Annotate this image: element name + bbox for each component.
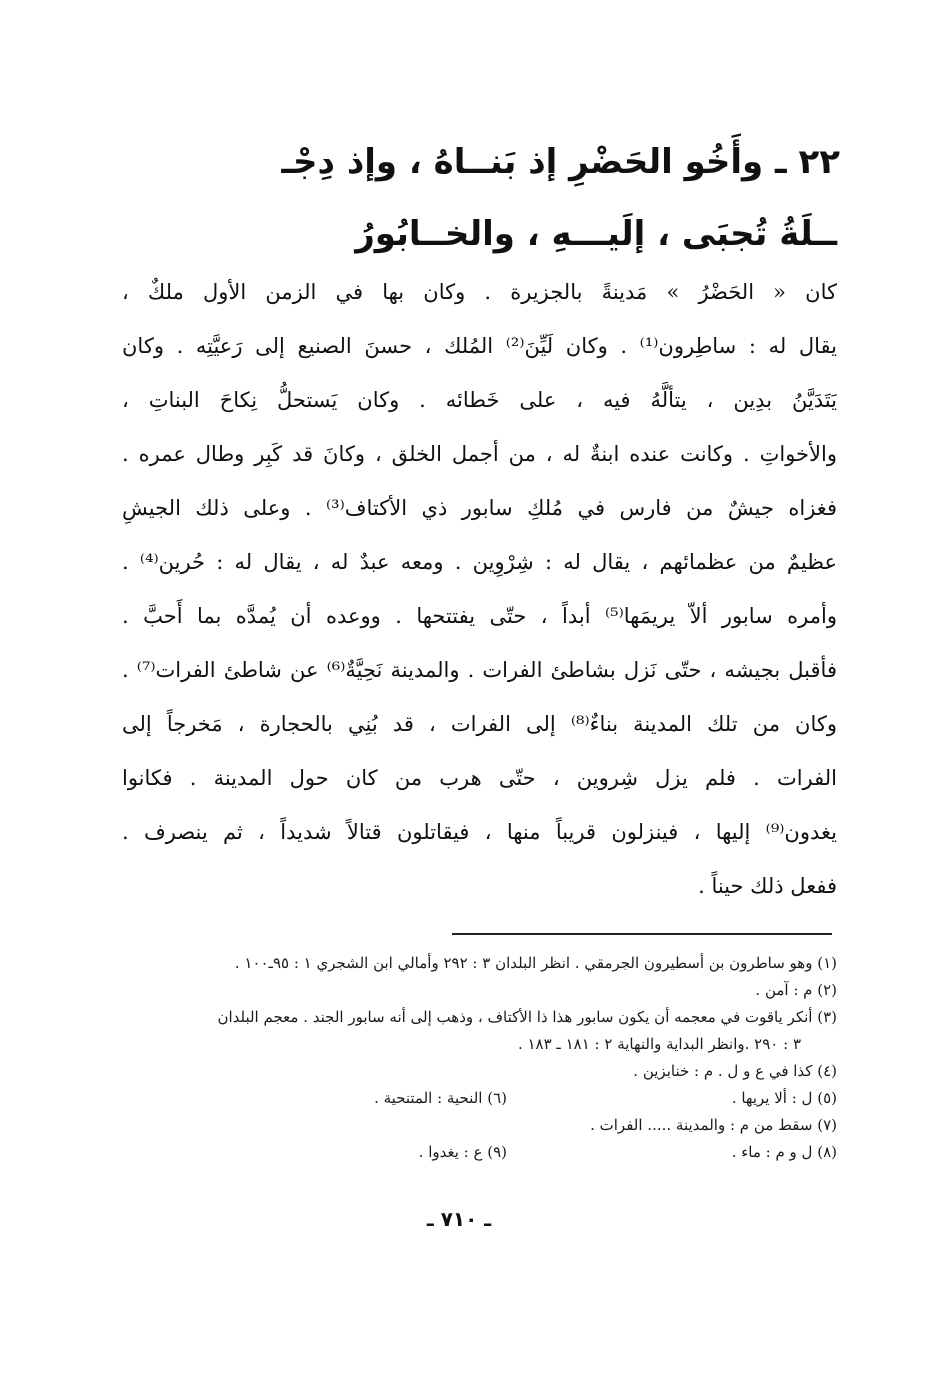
prose-line: ففعل ذلك حيناً . <box>698 874 837 898</box>
footnote-8: (٨) ل و م : ماء . <box>731 1143 837 1161</box>
verse-line-2: ــلَةُ تُجبَى ، إلَيـــهِ ، والخــابُورُ <box>355 214 837 254</box>
footnote-4: (٤) كذا في ع و ل . م : خنابزين . <box>633 1062 837 1080</box>
footnote-2: (٢) م : آمن . <box>755 981 837 999</box>
prose-line: يَتَدَيَّنُ بدِين ، يتألَّهُ فيه ، على خَطائه . وكان يَستحلُّ نِكاحَ البناتِ ، <box>122 388 837 412</box>
prose-line: وكان من تلك المدينة بناءٌ⁽⁸⁾ إلى الفرات ، قد بُنِي بالحجارة ، مَخرجاً إلى <box>122 712 837 736</box>
prose-line: كان « الحَضْرُ » مَدينةً بالجزيرة . وكان بها في الزمن الأول ملكٌ ، <box>122 280 837 304</box>
footnotes <box>117 950 837 1166</box>
footnote-9: (٩) ع : يغدوا . <box>418 1143 507 1161</box>
prose-text <box>122 265 837 913</box>
footnote-5: (٥) ل : ألا يريها . <box>731 1089 837 1107</box>
prose-line: والأخواتِ . وكانت عنده ابنةٌ له ، من أجمل الخلق ، وكانَ قد كَبِر وطال عمره . <box>122 442 837 466</box>
prose-line: وأمره سابور ألاّ يريمَها⁽⁵⁾ أبداً ، حتّى يفتتحها . ووعده أن يُمدَّه بما أَحبَّ . <box>122 604 837 628</box>
prose-line: الفرات . فلم يزل شِروين ، حتّى هرب من كان حول المدينة . فكانوا <box>122 766 837 790</box>
prose-line: فأقبل بجيشه ، حتّى نَزل بشاطئ الفرات . والمدينة نَحِيَّةٌ⁽⁶⁾ عن شاطئ الفرات⁽⁷⁾ . <box>122 658 837 682</box>
prose-line: عظيمٌ من عظمائهم ، يقال له : شِرْوِين . ومعه عبدٌ له ، يقال له : حُرين⁽⁴⁾ . <box>122 550 837 574</box>
footnote-3-continuation: ٣ : ٢٩٠ .وانظر البداية والنهاية ٢ : ١٨١ ـ ١٨٣ . <box>517 1035 801 1053</box>
footnote-6: (٦) النحية : المتنحية . <box>374 1089 507 1107</box>
prose-line: يقال له : ساطِرون⁽¹⁾ . وكان لَيِّنَ⁽²⁾ المُلك ، حسنَ الصنيع إلى رَعيَّتِه . وكان <box>122 334 837 358</box>
prose-line: يغدون⁽⁹⁾ إليها ، فينزلون قريباً منها ، فيقاتلون قتالاً شديداً ، ثم ينصرف . <box>122 820 837 844</box>
prose-line: فغزاه جيشٌ من فارس في مُلكِ سابور ذي الأكتاف⁽³⁾ . وعلى ذلك الجيشِ <box>122 496 837 520</box>
verse-line-1: ٢٢ ـ وأَخُو الحَضْرِ إذ بَنــاهُ ، وإذ دِجْـ <box>281 142 840 182</box>
footnote-row-5-6 <box>117 1085 837 1112</box>
footnote-divider <box>452 933 832 935</box>
footnote-3: (٣) أنكر ياقوت في معجمه أن يكون سابور هذا ذا الأكتاف ، وذهب إلى أنه سابور الجند . معجم البلدان <box>217 1008 837 1026</box>
footnote-7: (٧) سقط من م : والمدينة ..... الفرات . <box>590 1116 837 1134</box>
footnote-1: (١) وهو ساطرون بن أسطيرون الجرمقي . انظر البلدان ٣ : ٢٩٢ وأمالي ابن الشجري ١ : ٩٥ـ١٠٠ . <box>234 954 837 972</box>
footnote-row-8-9 <box>117 1139 837 1166</box>
page-number: ـ ٧١٠ ـ <box>426 1207 492 1231</box>
